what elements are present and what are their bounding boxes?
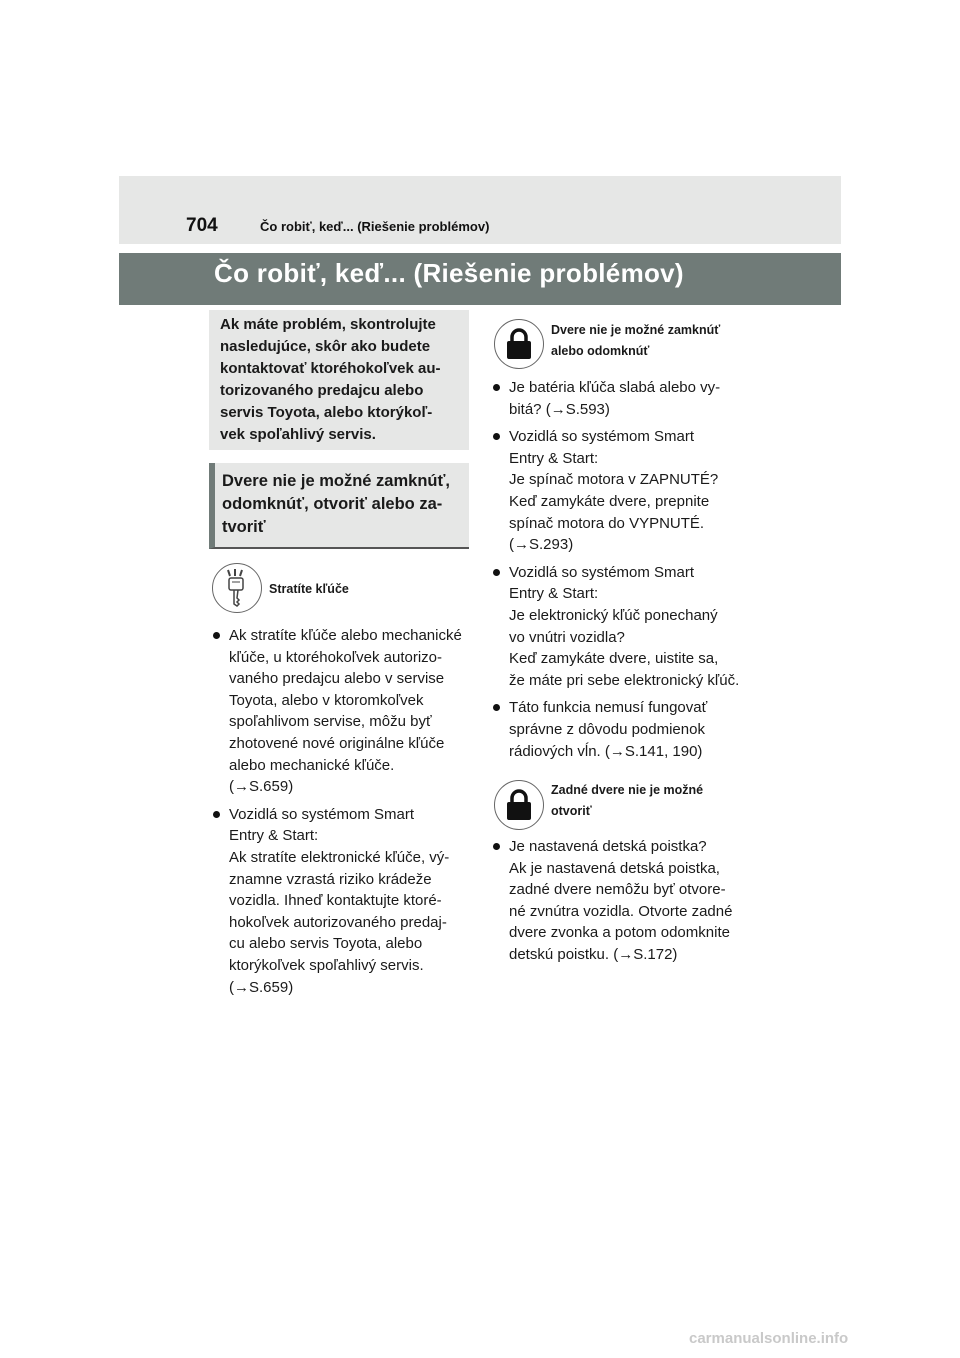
- bullet-line: vaného predajcu alebo v servise: [229, 670, 445, 688]
- section-heading-line: Dvere nie je možné zamknúť,: [222, 472, 450, 490]
- intro-text: [220, 314, 460, 446]
- lock-label-line: otvoriť: [551, 804, 592, 818]
- bullet-line: Táto funkcia nemusí fungovať: [509, 699, 708, 717]
- intro-line: torizovaného predajcu alebo: [220, 382, 424, 399]
- bullet-line: rádiových vĺn. (→S.141, 190): [509, 742, 703, 760]
- bullet-line: spínač motora do VYPNUTÉ.: [509, 514, 705, 532]
- list-item: [491, 697, 761, 762]
- bullet-line: né zvnútra vozidla. Otvorte zadné: [509, 902, 733, 920]
- section-heading-line: tvoriť: [222, 518, 266, 536]
- bullet-line: Ak stratíte elektronické kľúče, vý-: [229, 848, 450, 866]
- lock-label-2: [551, 780, 703, 822]
- right-bullet-list-1: [491, 377, 761, 768]
- bullet-line: Keď zamykáte dvere, uistite sa,: [509, 650, 719, 668]
- lock-label-1: [551, 320, 720, 362]
- bullet-line: detskú poistku. (→S.172): [509, 945, 678, 963]
- list-item: [491, 562, 761, 692]
- running-head: Čo robiť, keď... (Riešenie problémov): [260, 219, 490, 234]
- key-icon-svg: [220, 568, 254, 608]
- bullet-line: (→S.659): [229, 778, 294, 796]
- footer-watermark: carmanualsonline.info: [689, 1330, 849, 1347]
- intro-line: vek spoľahlivý servis.: [220, 426, 376, 443]
- bullet-line: Vozidlá so systémom Smart: [509, 428, 695, 446]
- bullet-line: cu alebo servis Toyota, alebo: [229, 935, 423, 953]
- intro-line: nasledujúce, skôr ako budete: [220, 338, 431, 355]
- bullet-line: Ak je nastavená detská poistka,: [509, 859, 720, 877]
- lock-icon-svg: [504, 327, 534, 361]
- bullet-line: správne z dôvodu podmienok: [509, 720, 705, 738]
- list-item: [211, 804, 473, 998]
- intro-line: Ak máte problém, skontrolujte: [220, 316, 436, 333]
- section-heading: [222, 470, 462, 539]
- lock-label-line: Dvere nie je možné zamknúť: [551, 323, 721, 337]
- bullet-line: kľúče, u ktoréhokoľvek autorizo-: [229, 648, 443, 666]
- section-heading-line: odomknúť, otvoriť alebo za-: [222, 495, 443, 513]
- lock-label-line: alebo odomknúť: [551, 344, 650, 358]
- lock-label-line: Zadné dvere nie je možné: [551, 783, 704, 797]
- key-icon: [212, 563, 262, 613]
- intro-line: servis Toyota, alebo ktorýkoľ-: [220, 404, 433, 421]
- list-item: [491, 836, 761, 966]
- bullet-line: Vozidlá so systémom Smart: [509, 563, 695, 581]
- right-bullet-list-2: [491, 836, 761, 972]
- bullet-line: Entry & Start:: [229, 827, 319, 845]
- intro-line: kontaktovať ktoréhokoľvek au-: [220, 360, 441, 377]
- bullet-line: spoľahlivom servise, môžu byť: [229, 713, 432, 731]
- bullet-line: Je elektronický kľúč ponechaný: [509, 606, 718, 624]
- list-item: [491, 377, 761, 420]
- bullet-line: ktorýkoľvek spoľahlivý servis.: [229, 956, 424, 974]
- bullet-line: dvere zvonka a potom odomknite: [509, 924, 730, 942]
- lock-icon-svg: [504, 788, 534, 822]
- bullet-line: bitá? (→S.593): [509, 400, 610, 418]
- page-title: Čo robiť, keď... (Riešenie problémov): [214, 258, 684, 288]
- bullet-line: zadné dvere nemôžu byť otvore-: [509, 881, 726, 899]
- page-number: 704: [186, 215, 218, 236]
- bullet-line: Entry & Start:: [509, 449, 599, 467]
- bullet-line: hokoľvek autorizovaného predaj-: [229, 913, 447, 931]
- lock-icon: [494, 319, 544, 369]
- bullet-line: (→S.293): [509, 536, 574, 554]
- bullet-line: vozidla. Ihneď kontaktujte ktoré-: [229, 892, 442, 910]
- bullet-line: vo vnútri vozidla?: [509, 628, 625, 646]
- bullet-line: že máte pri sebe elektronický kľúč.: [509, 671, 740, 689]
- bullet-line: zhotovené nové originálne kľúče: [229, 734, 445, 752]
- bullet-line: znamne vzrastá riziko krádeže: [229, 870, 432, 888]
- bullet-line: alebo mechanické kľúče.: [229, 756, 395, 774]
- left-bullet-list: [211, 625, 473, 1004]
- bullet-line: Toyota, alebo v ktoromkoľvek: [229, 691, 424, 709]
- list-item: [491, 426, 761, 556]
- bullet-line: Je batéria kľúča slabá alebo vy-: [509, 379, 721, 396]
- bullet-line: Keď zamykáte dvere, prepnite: [509, 492, 710, 510]
- list-item: [211, 625, 473, 798]
- key-label: Stratíte kľúče: [269, 582, 349, 596]
- bullet-line: Ak stratíte kľúče alebo mechanické: [229, 627, 462, 644]
- bullet-line: Vozidlá so systémom Smart: [229, 805, 415, 823]
- lock-icon: [494, 780, 544, 830]
- bullet-line: Je spínač motora v ZAPNUTÉ?: [509, 471, 719, 489]
- bullet-line: Entry & Start:: [509, 585, 599, 603]
- bullet-line: Je nastavená detská poistka?: [509, 838, 707, 855]
- bullet-line: (→S.659): [229, 978, 294, 996]
